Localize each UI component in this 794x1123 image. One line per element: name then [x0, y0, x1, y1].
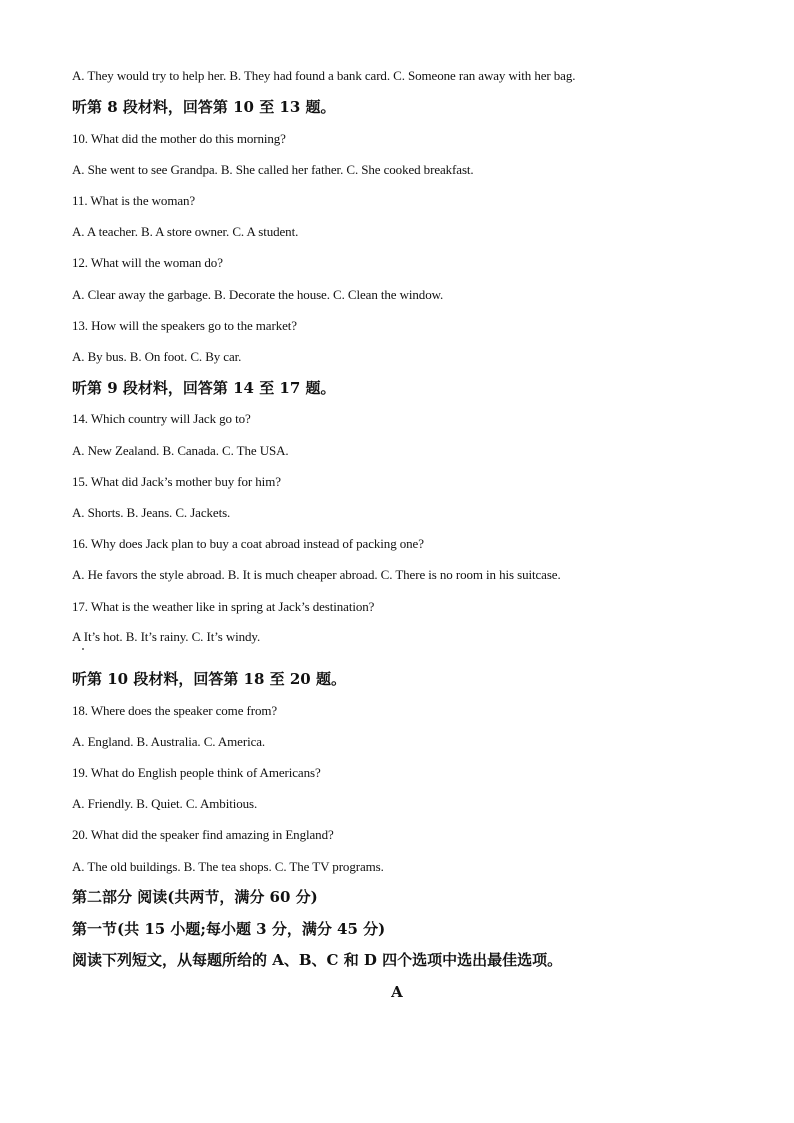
- q12-question: 12. What will the woman do?: [72, 255, 223, 270]
- q16-question: 16. Why does Jack plan to buy a coat abroad instead of packing one?: [72, 536, 424, 551]
- q13-question: 13. How will the speakers go to the market?: [72, 318, 297, 333]
- q10-options: A. She went to see Grandpa. B. She called her father. C. She cooked breakfast.: [72, 162, 474, 177]
- q11-options: A. A teacher. B. A store owner. C. A student.: [72, 224, 299, 239]
- q20-question: 20. What did the speaker find amazing in England?: [72, 827, 334, 842]
- stray-dot: [82, 648, 84, 650]
- section-8-heading: 听第 8 段材料，回答第 10 至 13 题。: [72, 98, 336, 116]
- q18-question: 18. Where does the speaker come from?: [72, 703, 278, 718]
- q20-options: A. The old buildings. B. The tea shops. C. The TV programs.: [72, 859, 384, 874]
- q12-options: A. Clear away the garbage. B. Decorate the house. C. Clean the window.: [72, 287, 444, 302]
- q18-options: A. England. B. Australia. C. America.: [72, 734, 266, 749]
- q11-question: 11. What is the woman?: [72, 193, 196, 208]
- q15-question: 15. What did Jack’s mother buy for him?: [72, 474, 281, 489]
- reading-instructions: 阅读下列短文，从每题所给的 A、B、C 和 D 四个选项中选出最佳选项。: [72, 951, 563, 969]
- q13-options: A. By bus. B. On foot. C. By car.: [72, 349, 242, 364]
- q14-question: 14. Which country will Jack go to?: [72, 411, 251, 426]
- section-9-heading: 听第 9 段材料，回答第 14 至 17 题。: [72, 379, 336, 397]
- q19-question: 19. What do English people think of Americans?: [72, 765, 321, 780]
- section-10-heading: 听第 10 段材料，回答第 18 至 20 题。: [72, 670, 346, 688]
- part-two-heading: 第二部分 阅读(共两节，满分 60 分): [72, 888, 318, 906]
- q17-question: 17. What is the weather like in spring at Jack’s destination?: [72, 599, 375, 614]
- q19-options: A. Friendly. B. Quiet. C. Ambitious.: [72, 796, 258, 811]
- q15-options: A. Shorts. B. Jeans. C. Jackets.: [72, 505, 231, 520]
- section-one-heading: 第一节(共 15 小题;每小题 3 分，满分 45 分): [72, 920, 386, 938]
- q9-options: A. They would try to help her. B. They had found a bank card. C. Someone ran away with her bag.: [72, 68, 576, 83]
- q14-options: A. New Zealand. B. Canada. C. The USA.: [72, 443, 289, 458]
- q17-options: A It’s hot. B. It’s rainy. C. It’s windy.: [72, 629, 261, 644]
- q10-question: 10. What did the mother do this morning?: [72, 131, 286, 146]
- q16-options: A. He favors the style abroad. B. It is much cheaper abroad. C. There is no room in his suitcase.: [72, 567, 561, 582]
- passage-a-label: A: [391, 983, 403, 1001]
